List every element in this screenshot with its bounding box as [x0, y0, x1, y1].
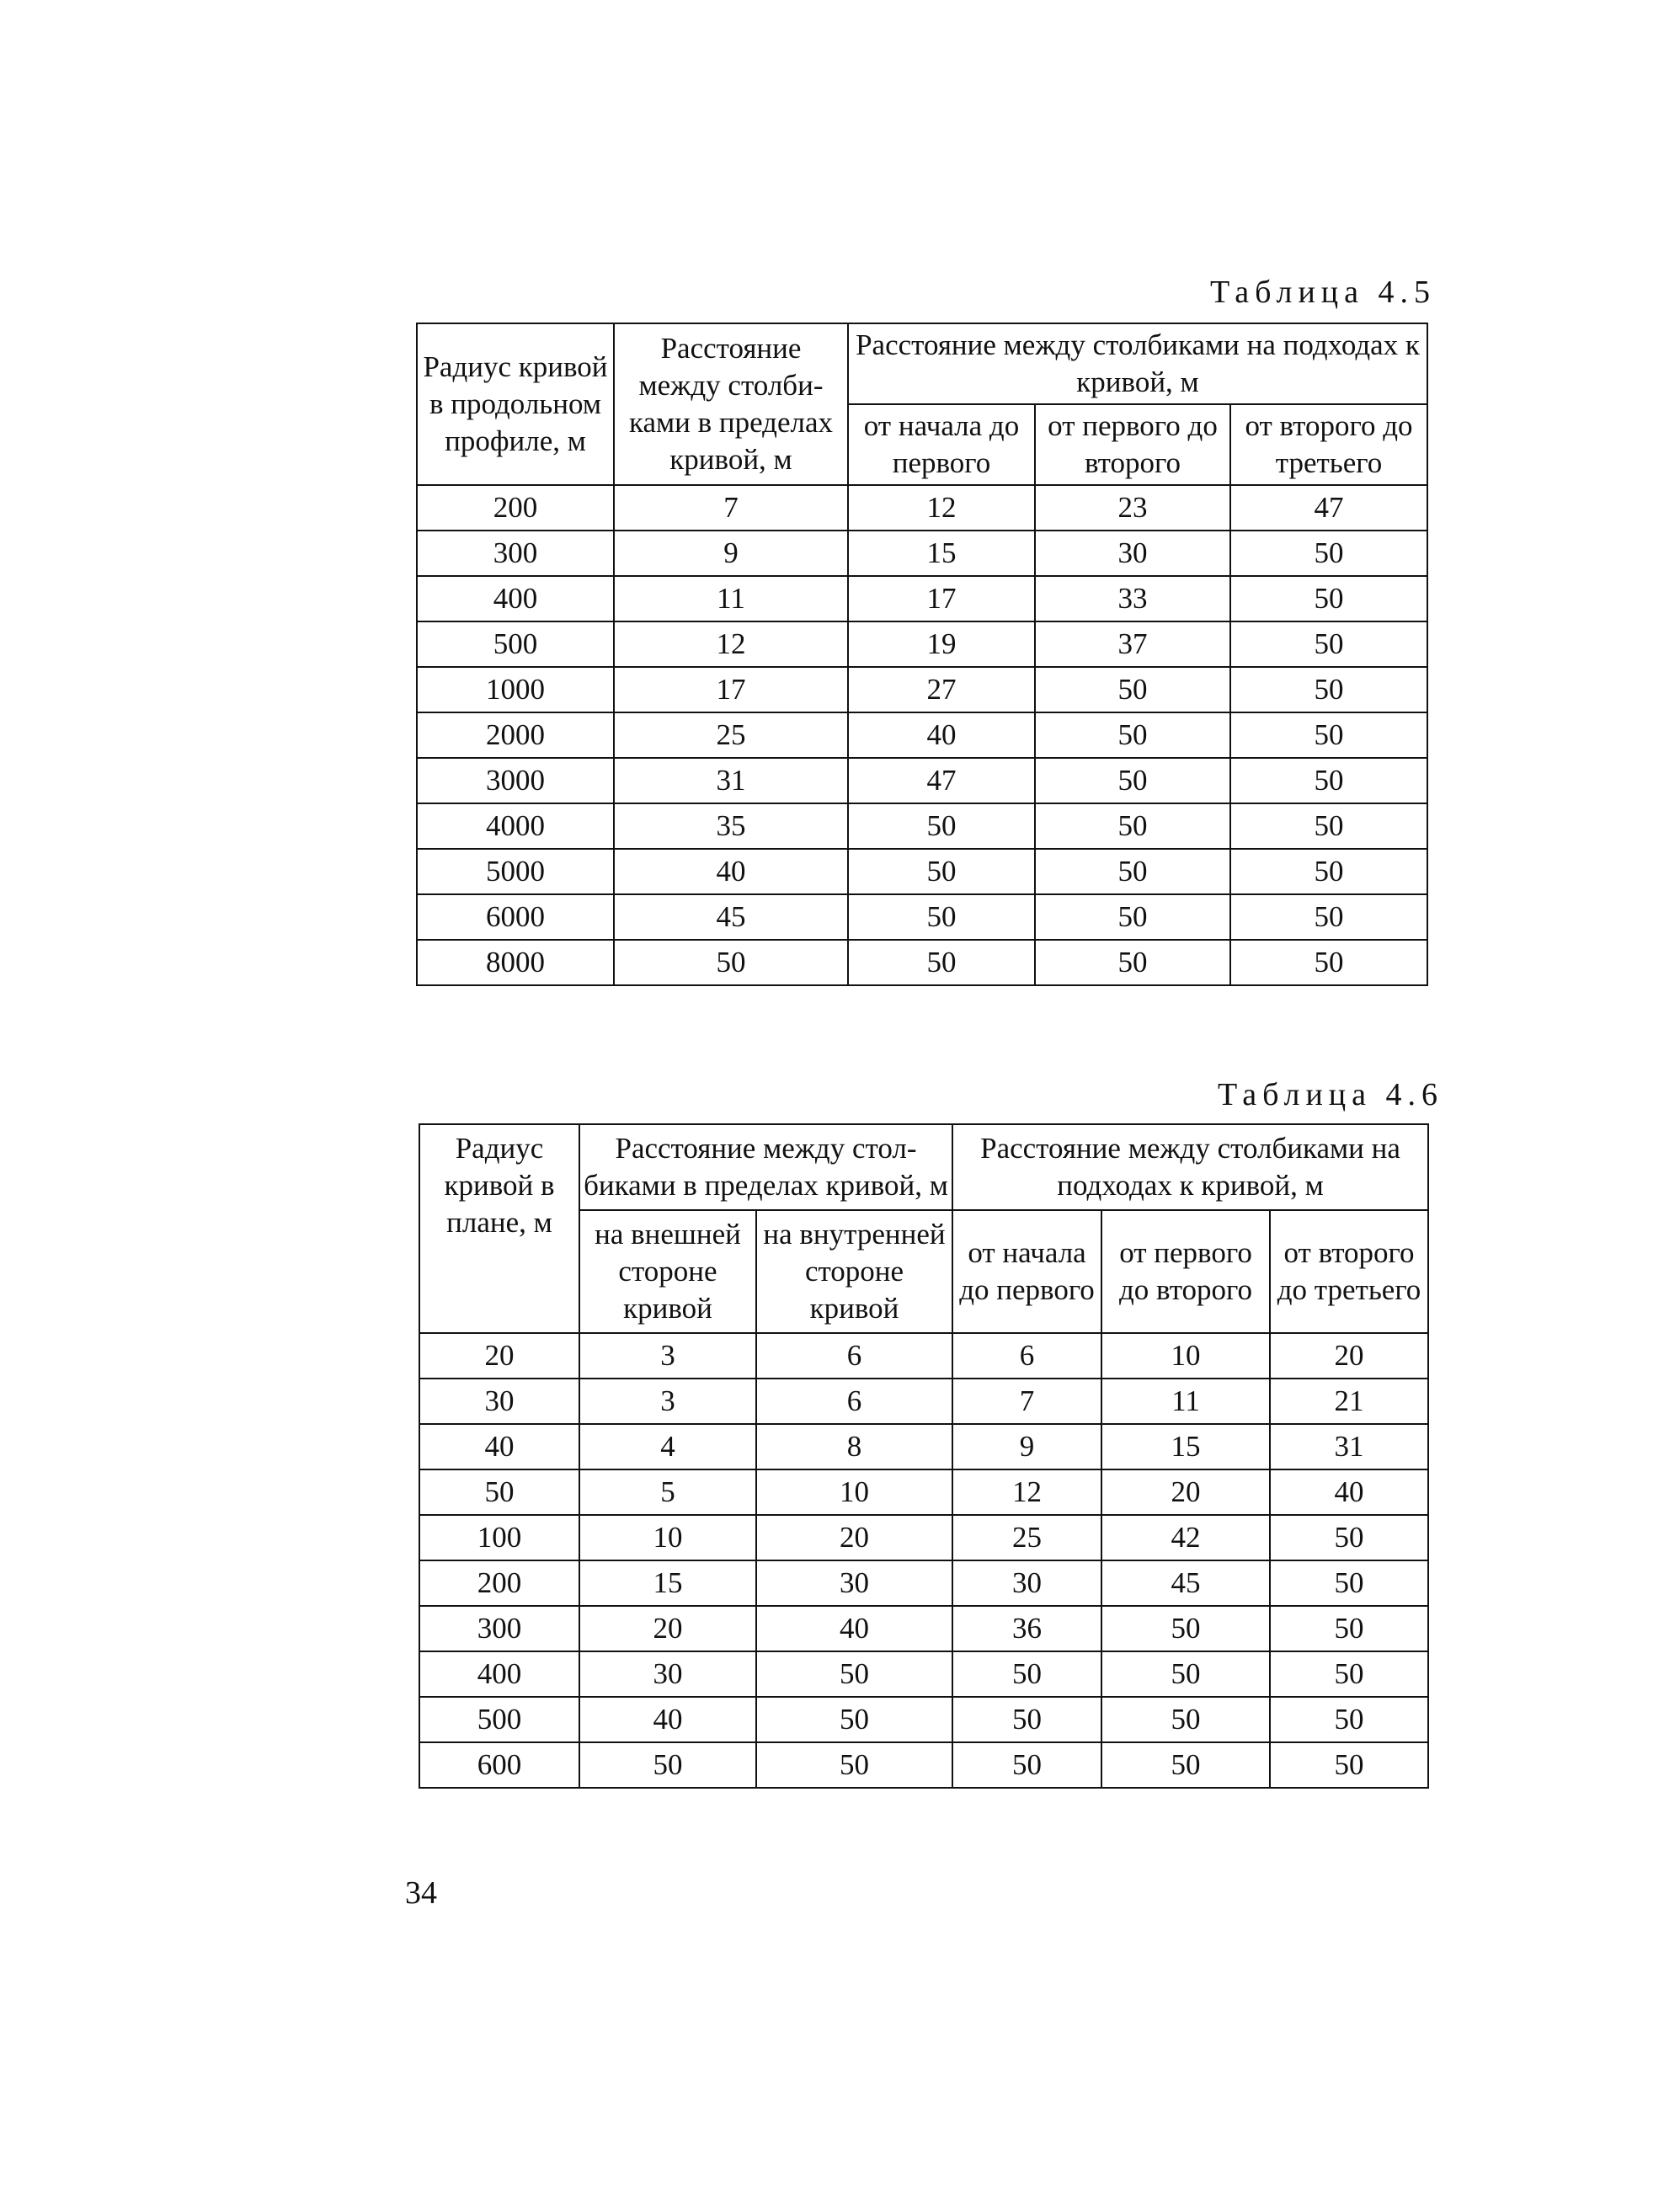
table-cell: 50 [952, 1742, 1101, 1788]
table-cell: 11 [614, 576, 848, 621]
table-row [419, 1515, 1428, 1560]
table-cell: 50 [1035, 849, 1230, 894]
table-cell: 25 [952, 1515, 1101, 1560]
table-cell: 50 [1270, 1697, 1428, 1742]
table-cell: 50 [952, 1651, 1101, 1697]
table-cell: 50 [848, 849, 1035, 894]
table-cell: 17 [848, 576, 1035, 621]
table-cell: 50 [848, 894, 1035, 940]
table-cell: 50 [1101, 1651, 1270, 1697]
table-cell: 30 [419, 1379, 579, 1424]
table-cell: 20 [1270, 1333, 1428, 1379]
table-cell: 8000 [417, 940, 614, 985]
table-cell: 36 [952, 1606, 1101, 1651]
table-cell: 200 [419, 1560, 579, 1606]
header-distance-on-approaches: Расстояние между столбиками на подходах к кривой, м [848, 323, 1427, 404]
table-cell: 4000 [417, 803, 614, 849]
header-outer-side: на внешней стороне кривой [579, 1210, 756, 1333]
table-cell: 45 [1101, 1560, 1270, 1606]
table-cell: 50 [1035, 667, 1230, 712]
table-cell: 10 [1101, 1333, 1270, 1379]
table-cell: 42 [1101, 1515, 1270, 1560]
header-from-start-to-first: от начала до первого [848, 404, 1035, 485]
header-inner-side: на внутренней стороне кривой [756, 1210, 952, 1333]
table-cell: 31 [614, 758, 848, 803]
table-cell: 6 [756, 1379, 952, 1424]
table-cell: 9 [614, 531, 848, 576]
table-row [417, 894, 1427, 940]
header-second-to-third: от второго до третьего [1270, 1210, 1428, 1333]
table-cell: 35 [614, 803, 848, 849]
table-cell: 50 [1270, 1515, 1428, 1560]
table-cell: 50 [1270, 1560, 1428, 1606]
header-radius: Радиус кривой в продольном профиле, м [417, 323, 614, 485]
table-cell: 15 [848, 531, 1035, 576]
table-row [417, 803, 1427, 849]
table-cell: 40 [848, 712, 1035, 758]
table-cell: 47 [1230, 485, 1427, 531]
table-cell: 30 [579, 1651, 756, 1697]
table-cell: 50 [1230, 576, 1427, 621]
table-cell: 50 [1035, 940, 1230, 985]
table-cell: 3 [579, 1379, 756, 1424]
table-cell: 50 [1270, 1651, 1428, 1697]
table-row [417, 849, 1427, 894]
table-cell: 50 [1230, 531, 1427, 576]
table-cell: 50 [1035, 712, 1230, 758]
table-cell: 3000 [417, 758, 614, 803]
header-radius: Радиус кривой в плане, м [419, 1124, 579, 1333]
table-cell: 50 [1035, 803, 1230, 849]
table-cell: 40 [1270, 1469, 1428, 1515]
table-cell: 20 [756, 1515, 952, 1560]
table-cell: 20 [1101, 1469, 1270, 1515]
table-cell: 5 [579, 1469, 756, 1515]
table-cell: 300 [419, 1606, 579, 1651]
table-row [417, 576, 1427, 621]
table-cell: 50 [1230, 940, 1427, 985]
table-4-5 [416, 323, 1428, 986]
table-cell: 10 [756, 1469, 952, 1515]
table-cell: 2000 [417, 712, 614, 758]
table-cell: 50 [848, 940, 1035, 985]
table-cell: 30 [756, 1560, 952, 1606]
table-cell: 50 [579, 1742, 756, 1788]
table-cell: 50 [1270, 1606, 1428, 1651]
table-cell: 50 [1230, 894, 1427, 940]
table-cell: 1000 [417, 667, 614, 712]
table-row [419, 1742, 1428, 1788]
table-cell: 30 [952, 1560, 1101, 1606]
table-row [417, 485, 1427, 531]
table-cell: 50 [1101, 1742, 1270, 1788]
table-cell: 45 [614, 894, 848, 940]
table-cell: 15 [579, 1560, 756, 1606]
header-first-to-second: от первого до второго [1035, 404, 1230, 485]
table-cell: 31 [1270, 1424, 1428, 1469]
table-cell: 50 [848, 803, 1035, 849]
table-cell: 27 [848, 667, 1035, 712]
table-cell: 50 [1230, 803, 1427, 849]
table-cell: 40 [614, 849, 848, 894]
table-cell: 4 [579, 1424, 756, 1469]
table-row [417, 940, 1427, 985]
table-cell: 300 [417, 531, 614, 576]
table-row [417, 621, 1427, 667]
table-row [419, 1469, 1428, 1515]
table-cell: 40 [579, 1697, 756, 1742]
table-cell: 20 [419, 1333, 579, 1379]
table-4-5-caption: Таблица 4.5 [1209, 275, 1436, 310]
table-4-6 [419, 1123, 1429, 1789]
table-row [419, 1424, 1428, 1469]
table-cell: 7 [614, 485, 848, 531]
table-cell: 500 [417, 621, 614, 667]
table-cell: 3 [579, 1333, 756, 1379]
table-cell: 47 [848, 758, 1035, 803]
table-cell: 37 [1035, 621, 1230, 667]
table-cell: 25 [614, 712, 848, 758]
table-row [419, 1379, 1428, 1424]
table-cell: 9 [952, 1424, 1101, 1469]
table-cell: 50 [419, 1469, 579, 1515]
table-cell: 50 [756, 1742, 952, 1788]
table-cell: 8 [756, 1424, 952, 1469]
table-cell: 23 [1035, 485, 1230, 531]
table-cell: 11 [1101, 1379, 1270, 1424]
header-first-to-second: от первого до второго [1101, 1210, 1270, 1333]
header-distance-within-curve: Расстояние между столбиками в пределах кривой, м [579, 1124, 952, 1210]
header-second-to-third: от второго до третьего [1230, 404, 1427, 485]
table-row [419, 1651, 1428, 1697]
table-cell: 12 [614, 621, 848, 667]
table-cell: 19 [848, 621, 1035, 667]
table-cell: 400 [417, 576, 614, 621]
header-distance-on-approaches: Расстояние между столбиками на подходах к кривой, м [952, 1124, 1428, 1210]
table-cell: 50 [1101, 1697, 1270, 1742]
table-cell: 17 [614, 667, 848, 712]
table-cell: 50 [1230, 712, 1427, 758]
table-cell: 20 [579, 1606, 756, 1651]
table-cell: 50 [952, 1697, 1101, 1742]
table-cell: 5000 [417, 849, 614, 894]
table-cell: 50 [1230, 667, 1427, 712]
table-cell: 6 [952, 1333, 1101, 1379]
table-row [417, 667, 1427, 712]
table-cell: 50 [1035, 758, 1230, 803]
header-distance-within-curve: Расстояние между столбиками в пределах кривой, м [614, 323, 848, 485]
table-cell: 30 [1035, 531, 1230, 576]
table-row [419, 1697, 1428, 1742]
table-cell: 40 [419, 1424, 579, 1469]
table-row [419, 1333, 1428, 1379]
table-cell: 400 [419, 1651, 579, 1697]
table-cell: 6 [756, 1333, 952, 1379]
table-row [417, 531, 1427, 576]
table-cell: 50 [1230, 621, 1427, 667]
table-cell: 50 [1270, 1742, 1428, 1788]
table-cell: 100 [419, 1515, 579, 1560]
table-cell: 15 [1101, 1424, 1270, 1469]
table-cell: 7 [952, 1379, 1101, 1424]
table-cell: 50 [614, 940, 848, 985]
table-row [417, 758, 1427, 803]
table-cell: 50 [1230, 758, 1427, 803]
table-cell: 40 [756, 1606, 952, 1651]
table-cell: 6000 [417, 894, 614, 940]
table-cell: 12 [848, 485, 1035, 531]
table-cell: 21 [1270, 1379, 1428, 1424]
page-number: 34 [405, 1875, 437, 1911]
table-cell: 500 [419, 1697, 579, 1742]
table-cell: 200 [417, 485, 614, 531]
table-cell: 10 [579, 1515, 756, 1560]
table-row [417, 712, 1427, 758]
table-cell: 50 [1101, 1606, 1270, 1651]
table-cell: 50 [1035, 894, 1230, 940]
table-cell: 50 [1230, 849, 1427, 894]
table-cell: 12 [952, 1469, 1101, 1515]
table-cell: 50 [756, 1651, 952, 1697]
table-cell: 50 [756, 1697, 952, 1742]
table-row [419, 1560, 1428, 1606]
table-row [419, 1606, 1428, 1651]
table-cell: 600 [419, 1742, 579, 1788]
table-4-6-caption: Таблица 4.6 [1217, 1077, 1443, 1112]
header-from-start-to-first: от начала до первого [952, 1210, 1101, 1333]
table-cell: 33 [1035, 576, 1230, 621]
